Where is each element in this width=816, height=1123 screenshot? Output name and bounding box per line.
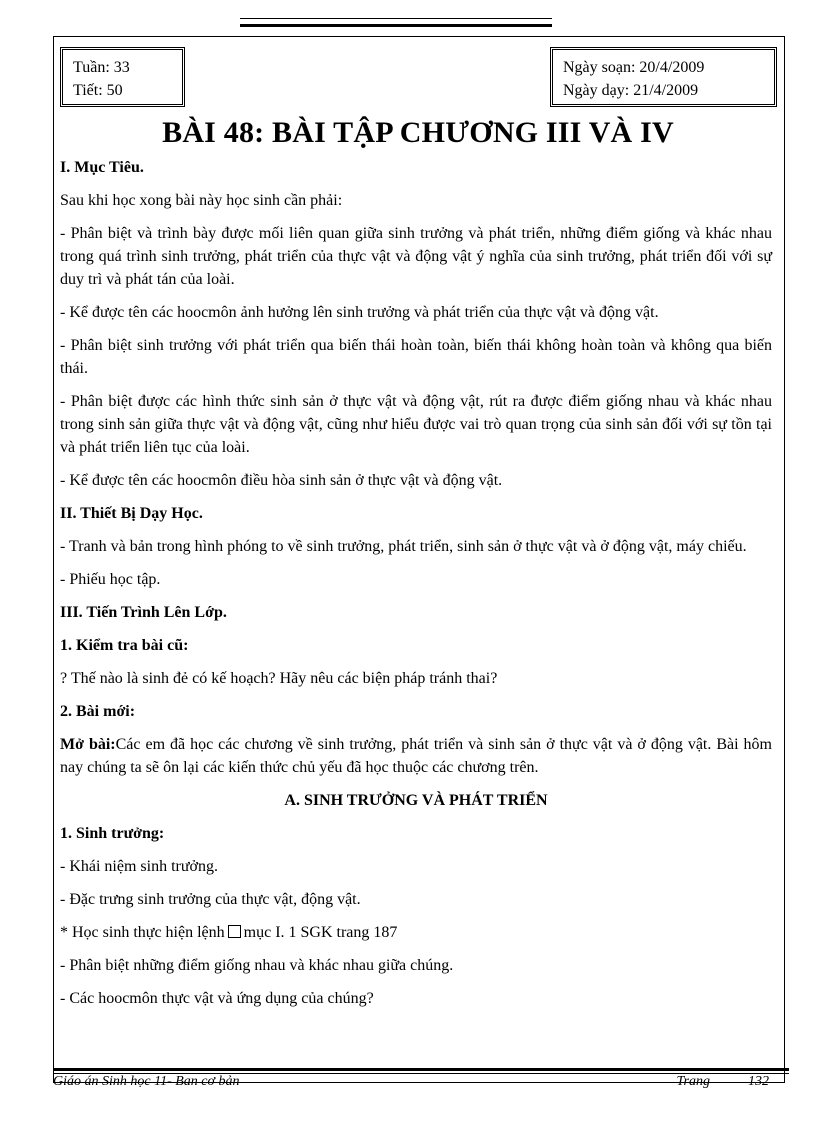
lesson-content (60, 156, 772, 1020)
opening-label: Mở bài: (60, 736, 116, 753)
footer-page (677, 1074, 769, 1090)
objective-item: - Phân biệt và trình bày được mối liên quan giữa sinh trưởng và phát triển, những điểm giống và khác nhau trong quá trình sinh trưởng, phát triển của thực vật và động vật ý nghĩa của sinh trưởng, phát triển đối với sự duy trì và phát tán của loài. (60, 225, 772, 288)
new-lesson-heading: 2. Bài mới: (60, 703, 136, 720)
footer-page-number: 132 (748, 1074, 769, 1089)
task-text-after: mục I. 1 SGK trang 187 (243, 924, 398, 941)
dates-box (550, 47, 777, 107)
checkbox-icon (228, 925, 241, 938)
section-objectives-heading: I. Mục Tiêu. (60, 159, 144, 176)
section-procedure-heading: III. Tiến Trình Lên Lớp. (60, 604, 227, 621)
equipment-item: - Phiếu học tập. (60, 571, 161, 588)
top-rule-thin (240, 18, 552, 19)
opening-text: Các em đã học các chương về sinh trưởng, phát triển và sinh sản ở thực vật và ở động vật. Bài hôm nay chúng ta sẽ ôn lại các kiến thức chủ yếu đã học thuộc các chương trên. (60, 736, 773, 776)
task-line (60, 921, 772, 944)
page-footer (53, 1074, 783, 1090)
growth-item: - Phân biệt những điểm giống nhau và khác nhau giữa chúng. (60, 957, 454, 974)
review-heading: 1. Kiểm tra bài cũ: (60, 637, 189, 654)
growth-item: - Khái niệm sinh trưởng. (60, 858, 218, 875)
lesson-title: BÀI 48: BÀI TẬP CHƯƠNG III VÀ IV (162, 116, 674, 149)
section-equipment-heading: II. Thiết Bị Dạy Học. (60, 505, 203, 522)
objective-item: - Kể được tên các hoocmôn điều hòa sinh sản ở thực vật và động vật. (60, 472, 503, 489)
top-rule-thick (240, 24, 552, 27)
growth-item: - Các hoocmôn thực vật và ứng dụng của chúng? (60, 990, 374, 1007)
equipment-item: - Tranh và bản trong hình phóng to về sinh trưởng, phát triển, sinh sản ở thực vật và ở động vật, máy chiếu. (60, 538, 747, 555)
footer-rule-thick (53, 1068, 789, 1071)
footer-page-label: Trang (676, 1074, 710, 1089)
date-taught: Ngày dạy: 21/4/2009 (563, 82, 699, 99)
date-prepared: Ngày soạn: 20/4/2009 (563, 59, 705, 76)
objective-item: - Kể được tên các hoocmôn ảnh hưởng lên sinh trưởng và phát triển của thực vật và động vật. (60, 304, 659, 321)
review-question: ? Thế nào là sinh đẻ có kế hoạch? Hãy nêu các biện pháp tránh thai? (60, 670, 498, 687)
period-label: Tiết: 50 (73, 82, 123, 99)
footer-course: Giáo án Sinh học 11- Ban cơ bản (53, 1074, 240, 1089)
growth-heading: 1. Sinh trưởng: (60, 825, 165, 842)
task-text-before: * Học sinh thực hiện lệnh (60, 924, 225, 941)
opening-paragraph (60, 733, 772, 779)
objective-item: - Phân biệt được các hình thức sinh sản ở thực vật và động vật, rút ra được điểm giống nhau và khác nhau trong sinh sản giữa thực vật và động vật, cũng như hiểu được vai trò quan trọng của sinh sản đối với sự tồn tại và phát triển liên tục của loài. (60, 393, 772, 456)
week-label: Tuần: 33 (73, 59, 130, 76)
part-a-heading: A. SINH TRƯỞNG VÀ PHÁT TRIỂN (284, 792, 548, 809)
objectives-intro: Sau khi học xong bài này học sinh cần phải: (60, 192, 343, 209)
week-period-box (60, 47, 185, 107)
objective-item: - Phân biệt sinh trưởng với phát triển qua biến thái hoàn toàn, biến thái không hoàn toàn và không qua biến thái. (60, 337, 772, 377)
growth-item: - Đặc trưng sinh trưởng của thực vật, động vật. (60, 891, 361, 908)
